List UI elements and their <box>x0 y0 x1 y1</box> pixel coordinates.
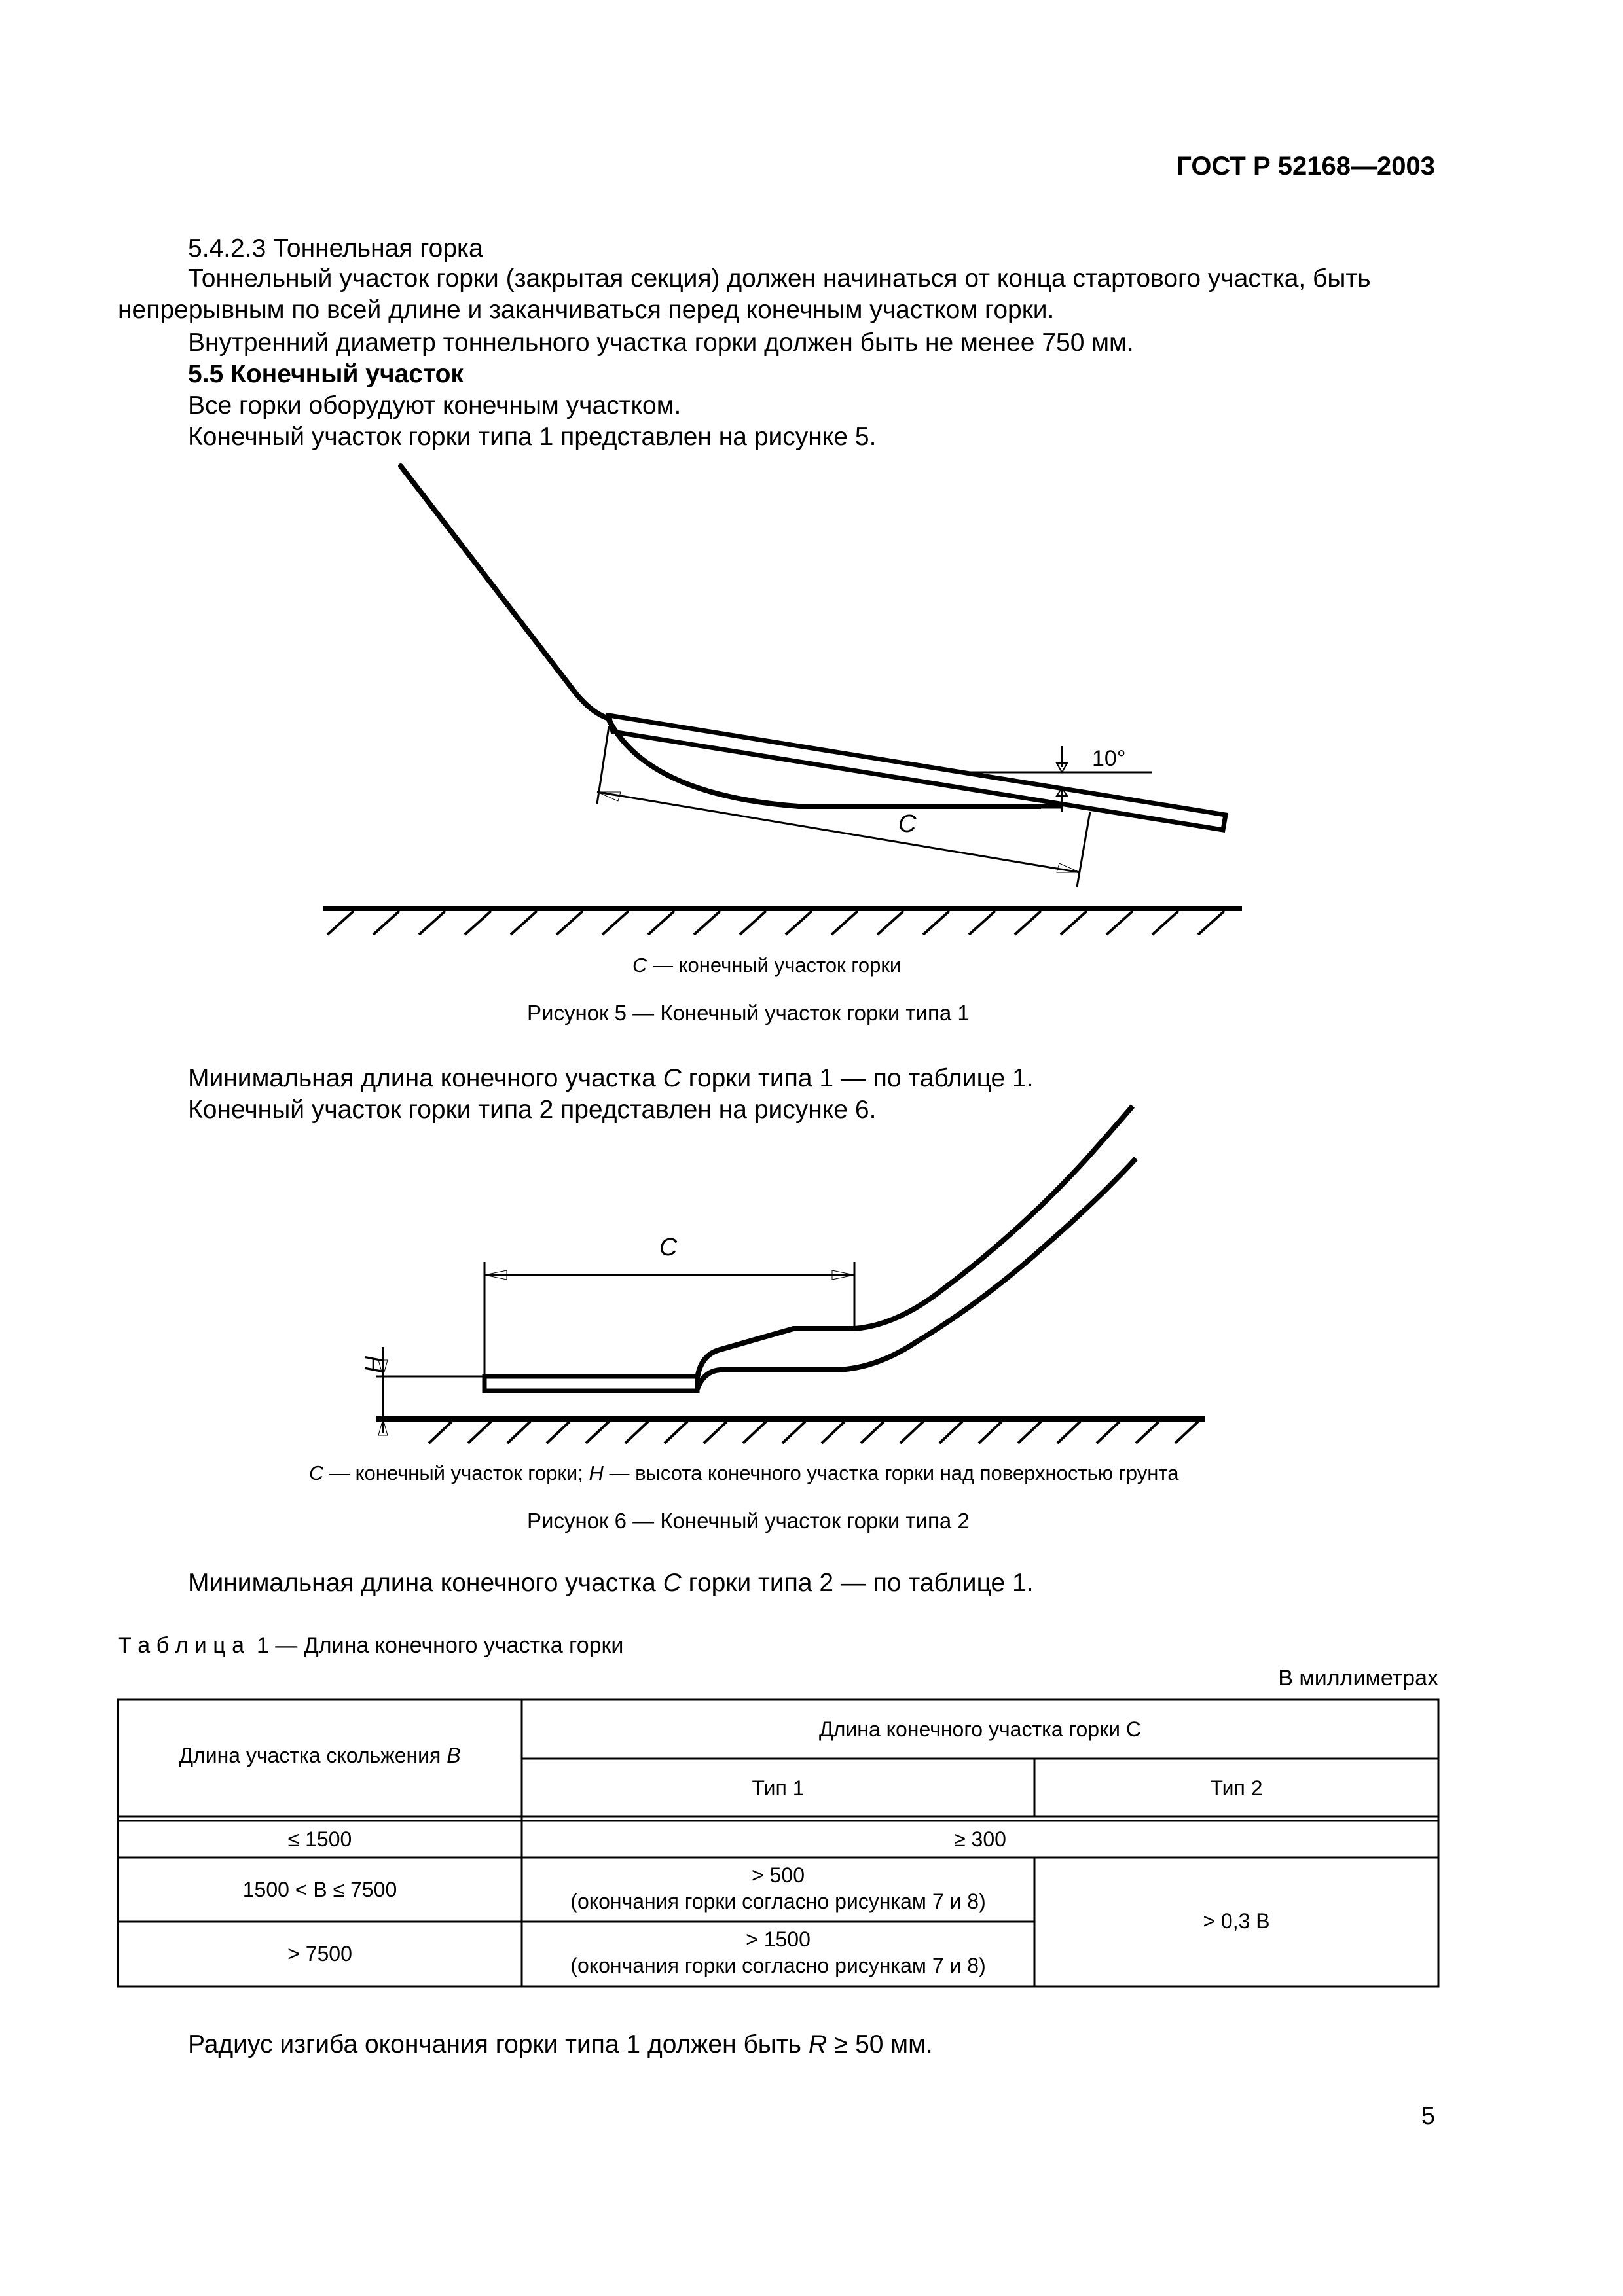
paragraph-line: Внутренний диаметр тоннельного участка горки должен быть не менее 750 мм. <box>188 329 1134 357</box>
table-cell-type1 <box>522 1926 1034 1979</box>
paragraph-line: Все горки оборудуют конечным участком. <box>188 391 682 420</box>
subsection-heading: 5.4.2.3 Тоннельная горка <box>188 234 483 262</box>
table-cell-type1 <box>522 1862 1034 1914</box>
section-heading: 5.5 Конечный участок <box>188 360 464 388</box>
standard-number: ГОСТ Р 52168—2003 <box>1176 152 1435 181</box>
table-caption <box>118 1633 623 1659</box>
text-part: горки типа 1 — по таблице 1. <box>681 1064 1034 1092</box>
variable: C <box>663 1569 682 1597</box>
cell-line: > 500 <box>752 1863 805 1887</box>
cell-line: > 1500 <box>746 1928 811 1951</box>
runout-plank <box>484 1376 697 1391</box>
legend-variable: H <box>589 1462 604 1484</box>
legend-text: — конечный участок горки <box>647 954 902 977</box>
table-cell-merged: ≥ 300 <box>954 1827 1006 1851</box>
text-part: ≥ 50 мм. <box>827 2030 933 2058</box>
legend-variable: C <box>309 1462 324 1484</box>
text-part: Радиус изгиба окончания горки типа 1 должен быть <box>188 2030 809 2058</box>
table-cell-b: ≤ 1500 <box>287 1827 352 1851</box>
variable: R <box>808 2030 827 2058</box>
table-cell-b: 1500 < B ≤ 7500 <box>242 1878 397 1901</box>
figure5-caption: Рисунок 5 — Конечный участок горки типа 1 <box>527 1001 970 1025</box>
paragraph-line: Конечный участок горки типа 1 представлен на рисунке 5. <box>188 423 877 451</box>
slide-incline-line <box>401 466 609 719</box>
text-part: Минимальная длина конечного участка <box>188 1569 663 1597</box>
figure6-legend <box>309 1461 1179 1486</box>
figure5-legend <box>632 953 901 978</box>
legend-variable: C <box>632 954 647 977</box>
figure-6-drawing <box>376 1106 1205 1443</box>
table-units: В миллиметрах <box>1278 1666 1438 1691</box>
figure5-label-c: C <box>898 810 917 838</box>
text-part: Минимальная длина конечного участка <box>188 1064 663 1092</box>
figure6-label-h: H <box>360 1356 387 1373</box>
figure6-label-c: C <box>659 1234 678 1261</box>
cell-line: (окончания горки согласно рисункам 7 и 8) <box>570 1890 986 1913</box>
paragraph-line: Тоннельный участок горки (закрытая секция) должен начинаться от конца стартового участка, быть <box>188 264 1371 293</box>
paragraph-line <box>188 2029 933 2060</box>
table-caption-text: 1 — Длина конечного участка горки <box>256 1633 624 1658</box>
table-header-type2: Тип 2 <box>1210 1776 1263 1800</box>
variable: C <box>663 1064 682 1092</box>
ground-hatching <box>327 911 1224 935</box>
table-header-type1: Тип 1 <box>752 1776 805 1800</box>
cell-line: (окончания горки согласно рисункам 7 и 8) <box>570 1954 986 1977</box>
ground-hatching <box>429 1422 1198 1443</box>
table-cell-type2: > 0,3 В <box>1203 1909 1270 1933</box>
slide-lower-line <box>697 1158 1136 1389</box>
dimension-extension-line <box>1077 812 1090 887</box>
table-header-col1 <box>118 1742 522 1768</box>
header-text: Длина участка скольжения <box>179 1744 447 1767</box>
paragraph-line <box>188 1063 1034 1094</box>
table-header-group: Длина конечного участка горки С <box>819 1717 1141 1741</box>
text-part: горки типа 2 — по таблице 1. <box>681 1569 1034 1597</box>
paragraph-line: Конечный участок горки типа 2 представлен на рисунке 6. <box>188 1096 877 1124</box>
figure6-caption: Рисунок 6 — Конечный участок горки типа 2 <box>527 1509 970 1533</box>
slide-curve-line <box>609 720 1041 806</box>
table-cell-b: > 7500 <box>287 1942 352 1965</box>
legend-text: — высота конечного участка горки над поверхностью грунта <box>603 1462 1179 1484</box>
figure5-label-angle: 10° <box>1092 746 1126 771</box>
legend-text: — конечный участок горки; <box>323 1462 589 1484</box>
table-caption-prefix: Т а б л и ц а <box>118 1633 245 1658</box>
figure-5-drawing <box>323 466 1242 935</box>
page-number: 5 <box>1421 2102 1435 2130</box>
paragraph-line <box>188 1568 1034 1598</box>
header-variable: B <box>447 1744 461 1767</box>
paragraph-line: непрерывным по всей длине и заканчиваться перед конечным участком горки. <box>118 296 1055 324</box>
slide-upper-line <box>697 1106 1133 1378</box>
